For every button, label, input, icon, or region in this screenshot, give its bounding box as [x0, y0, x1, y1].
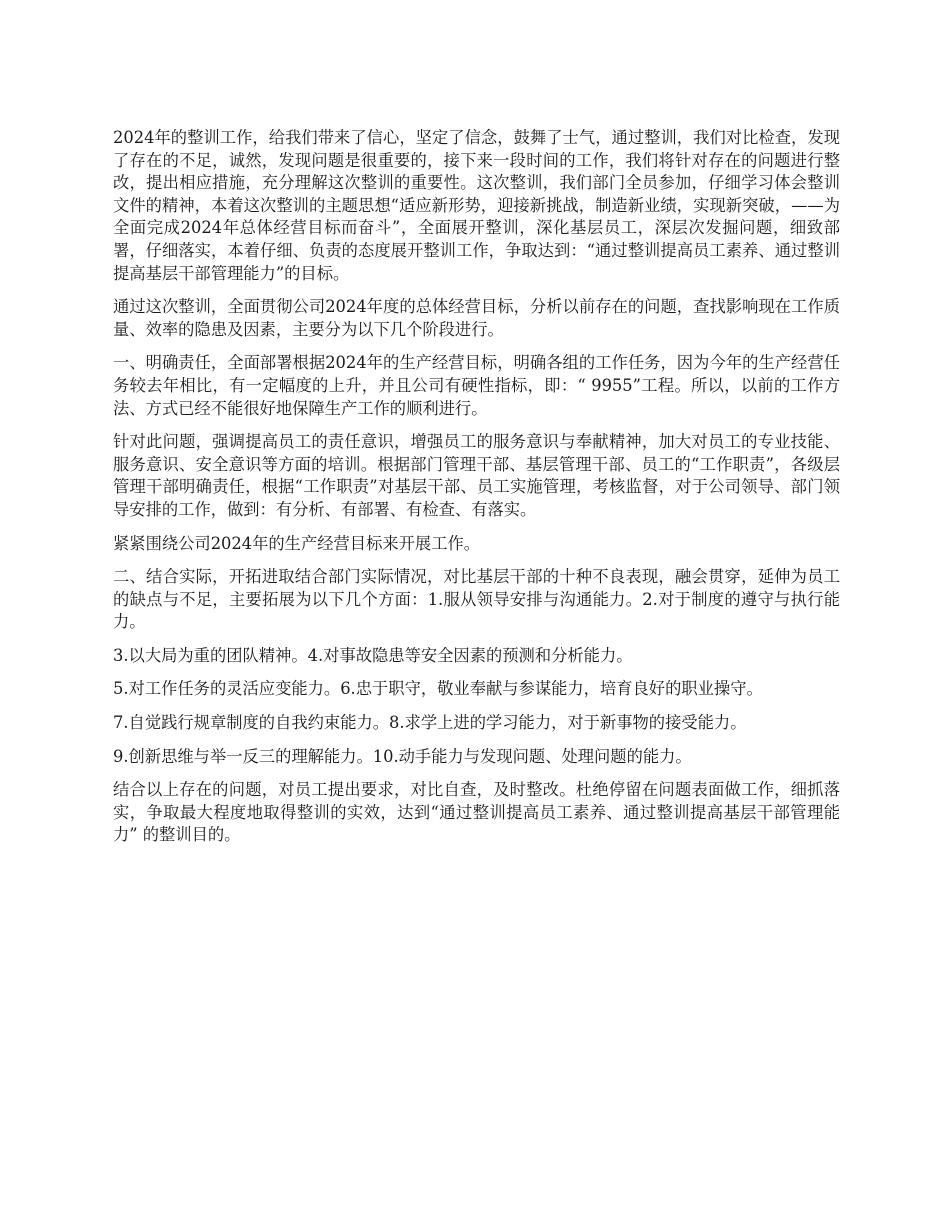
paragraph-goal: 通过这次整训，全面贯彻公司2024年度的总体经营目标，分析以前存在的问题，查找影响现在工作质量、效率的隐患及因素，主要分为以下几个阶段进行。 [113, 297, 840, 339]
paragraph-section-two: 二、结合实际，开拓进取结合部门实际情况，对比基层干部的十种不良表现，融会贯穿，延伸为员工的缺点与不足，主要拓展为以下几个方面：1.服从领导安排与沟通能力。2.对于制度的遵守与执行能力。 [113, 567, 840, 632]
paragraph-conclusion: 结合以上存在的问题，对员工提出要求，对比自查，及时整改。杜绝停留在问题表面做工作，细抓落实，争取最大程度地取得整训的实效，达到“通过整训提高员工素养、通过整训提高基层干部管理能力” 的整训目的。 [113, 780, 840, 845]
paragraph-items-3-4: 3.以大局为重的团队精神。4.对事故隐患等安全因素的预测和分析能力。 [113, 645, 633, 665]
document-body [113, 127, 840, 858]
paragraph-items-5-6: 5.对工作任务的灵活应变能力。6.忠于职守，敬业奉献与参谋能力，培育良好的职业操守。 [113, 679, 763, 699]
paragraph-intro: 2024年的整训工作，给我们带来了信心，坚定了信念，鼓舞了士气，通过整训，我们对比检查，发现了存在的不足，诚然，发现问题是很重要的，接下来一段时间的工作，我们将针对存在的问题进行整改，提出相应措施，充分理解这次整训的重要性。这次整训，我们部门全员参加，仔细学习体会整训文件的精神，本着这次整训的主题思想“适应新形势，迎接新挑战，制造新业绩，实现新突破，——为全面完成2024年总体经营目标而奋斗”，全面展开整训，深化基层员工，深层次发掘问题，细致部署，仔细落实，本着仔细、负责的态度展开整训工作，争取达到：“通过整训提高员工素养、通过整训提高基层干部管理能力”的目标。 [113, 128, 840, 283]
paragraph-items-9-10: 9.创新思维与举一反三的理解能力。10.动手能力与发现问题、处理问题的能力。 [113, 746, 692, 766]
paragraph-responsibility: 针对此问题，强调提高员工的责任意识，增强员工的服务意识与奉献精神，加大对员工的专业技能、服务意识、安全意识等方面的培训。根据部门管理干部、基层管理干部、员工的“工作职责”，各级层管理干部明确责任，根据“工作职责”对基层干部、员工实施管理，考核监督，对于公司领导、部门领导安排的工作，做到：有分析、有部署、有检查、有落实。 [113, 432, 840, 519]
paragraph-focus: 紧紧围绕公司2024年的生产经营目标来开展工作。 [113, 533, 481, 553]
paragraph-section-one: 一、明确责任，全面部署根据2024年的生产经营目标，明确各组的工作任务，因为今年的生产经营任务较去年相比，有一定幅度的上升，并且公司有硬性指标，即：“ 9955”工程。所以，以前的工作方法、方式已经不能很好地保障生产工作的顺利进行。 [113, 353, 840, 418]
paragraph-items-7-8: 7.自觉践行规章制度的自我约束能力。8.求学上进的学习能力，对于新事物的接受能力。 [113, 713, 747, 733]
